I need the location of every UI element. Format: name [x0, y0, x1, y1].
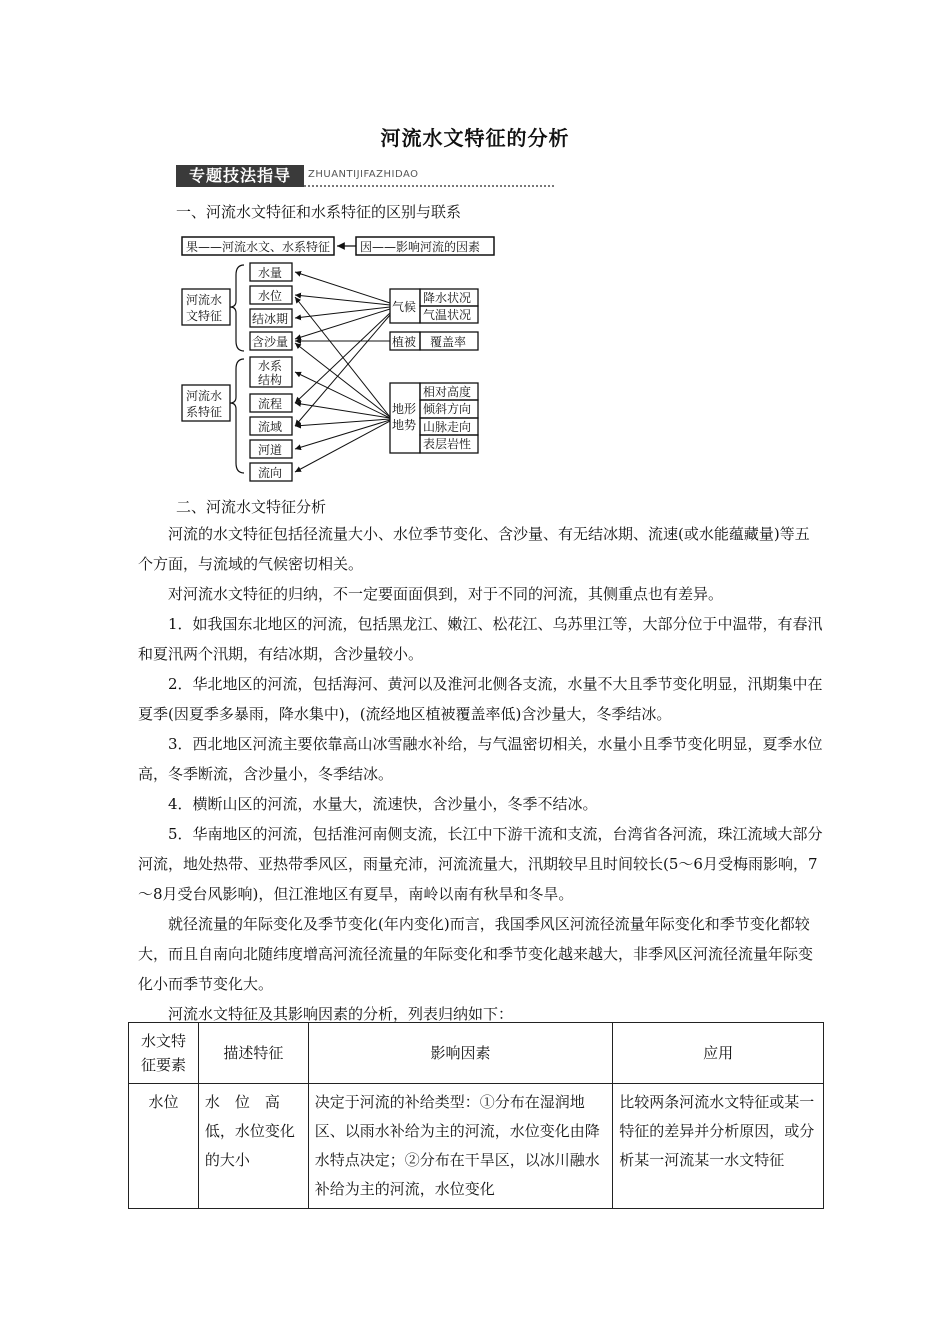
hydro-group-line2: 文特征	[186, 309, 223, 323]
terrain-item-3: 表层岩性	[423, 437, 472, 451]
system-group-line2: 系特征	[186, 405, 223, 419]
hydro-group-line1: 河流水	[186, 293, 223, 307]
table-row	[129, 1084, 824, 1209]
paragraph: 对河流水文特征的归纳，不一定要面面俱到，对于不同的河流，其侧重点也有差异。	[168, 585, 724, 603]
table-cell: 水 位 高低，水位变化的大小	[198, 1084, 308, 1209]
influence-arrows	[295, 272, 390, 472]
table-cell: 决定于河流的补给类型：①分布在湿润地区、以雨水补给为主的河流，水位变化由降水特点决定；②分布在干旱区，以冰川融水补给为主的河流，水位变化	[308, 1084, 613, 1209]
paragraph: 就径流量的年际变化及季节变化(年内变化)而言，我国季风区河流径流量年际变化和季节变化都较大，而且自南向北随纬度增高河流径流量的年际变化和季节变化越来越大，非季风区河流径流量年际变化小而季节变化大。	[138, 915, 814, 993]
cause-box-text: 因——影响河流的因素	[360, 240, 481, 254]
table-header-cell: 应用	[613, 1023, 824, 1084]
result-box-text: 果——河流水文、水系特征	[186, 240, 331, 254]
system-item-4: 流向	[258, 466, 283, 480]
terrain-item-1: 倾斜方向	[423, 402, 472, 416]
section1-heading: 一、河流水文特征和水系特征的区别与联系	[176, 203, 462, 221]
page-title: 河流水文特征的分析	[380, 126, 570, 150]
system-item-2: 流域	[258, 420, 283, 434]
banner-label: 专题技法指导	[176, 165, 304, 187]
banner-dotted-rule	[304, 185, 554, 187]
paragraph: 河流水文特征及其影响因素的分析，列表归纳如下：	[168, 1005, 514, 1023]
vegetation-label: 植被	[392, 335, 417, 349]
table-cell: 比较两条河流水文特征或某一特征的差异并分析原因，或分析某一河流某一水文特征	[613, 1084, 824, 1209]
paragraph: 1．如我国东北地区的河流，包括黑龙江、嫩江、松花江、乌苏里江等，大部分位于中温带，有春汛和夏汛两个汛期，有结冰期，含沙量较小。	[138, 615, 823, 663]
banner-pinyin: ZHUANTIJIFAZHIDAO	[308, 169, 419, 180]
system-item-1: 流程	[258, 397, 283, 411]
hydro-item-1: 水位	[258, 289, 283, 303]
hydro-item-0: 水量	[258, 266, 283, 280]
system-item-3: 河道	[258, 443, 283, 457]
terrain-label-2: 地势	[392, 418, 417, 432]
hydro-item-2: 结冰期	[252, 312, 289, 326]
table-header-cell: 水文特征要素	[129, 1023, 199, 1084]
system-item-0b: 结构	[258, 373, 283, 387]
section2-heading: 二、河流水文特征分析	[176, 498, 327, 516]
hydro-items	[250, 263, 292, 350]
system-items	[250, 357, 292, 481]
table-header-cell: 影响因素	[308, 1023, 613, 1084]
paragraph: 2．华北地区的河流，包括海河、黄河以及淮河北侧各支流，水量不大且季节变化明显，汛期集中在夏季(因夏季多暴雨，降水集中)，(流经地区植被覆盖率低)含沙量大，冬季结冰。	[138, 675, 823, 723]
diagram-svg	[178, 231, 498, 491]
terrain-item-0: 相对高度	[423, 385, 472, 399]
table-cell: 水位	[129, 1084, 199, 1209]
climate-item-1: 气温状况	[423, 308, 472, 322]
paragraph: 5．华南地区的河流，包括淮河南侧支流，长江中下游干流和支流，台湾省各河流，珠江流域大部分河流，地处热带、亚热带季风区，雨量充沛，河流流量大，汛期较早且时间较长(5～6月受梅雨影响，7～8月受台风影响)，但江淮地区有夏旱，南岭以南有秋旱和冬旱。	[138, 825, 823, 903]
climate-item-0: 降水状况	[423, 291, 472, 305]
paragraph: 河流的水文特征包括径流量大小、水位季节变化、含沙量、有无结冰期、流速(或水能蕴藏量)等五个方面，与流域的气候密切相关。	[138, 525, 810, 573]
vegetation-item: 覆盖率	[430, 335, 467, 349]
hydro-item-3: 含沙量	[252, 335, 289, 349]
table-header-row	[129, 1023, 824, 1084]
relationship-diagram	[178, 231, 498, 491]
factors-table	[128, 1022, 824, 1209]
system-item-0a: 水系	[258, 359, 283, 373]
terrain-label-1: 地形	[392, 402, 417, 416]
paragraph: 3．西北地区河流主要依靠高山冰雪融水补给，与气温密切相关，水量小且季节变化明显，夏季水位高，冬季断流，含沙量小，冬季结冰。	[138, 735, 823, 783]
system-group-line1: 河流水	[186, 389, 223, 403]
section-banner	[176, 165, 556, 189]
body-text	[138, 519, 824, 1029]
terrain-item-2: 山脉走向	[423, 420, 472, 434]
table-header-cell: 描述特征	[198, 1023, 308, 1084]
climate-label: 气候	[392, 300, 417, 314]
paragraph: 4．横断山区的河流，水量大，流速快，含沙量小，冬季不结冰。	[168, 795, 598, 813]
